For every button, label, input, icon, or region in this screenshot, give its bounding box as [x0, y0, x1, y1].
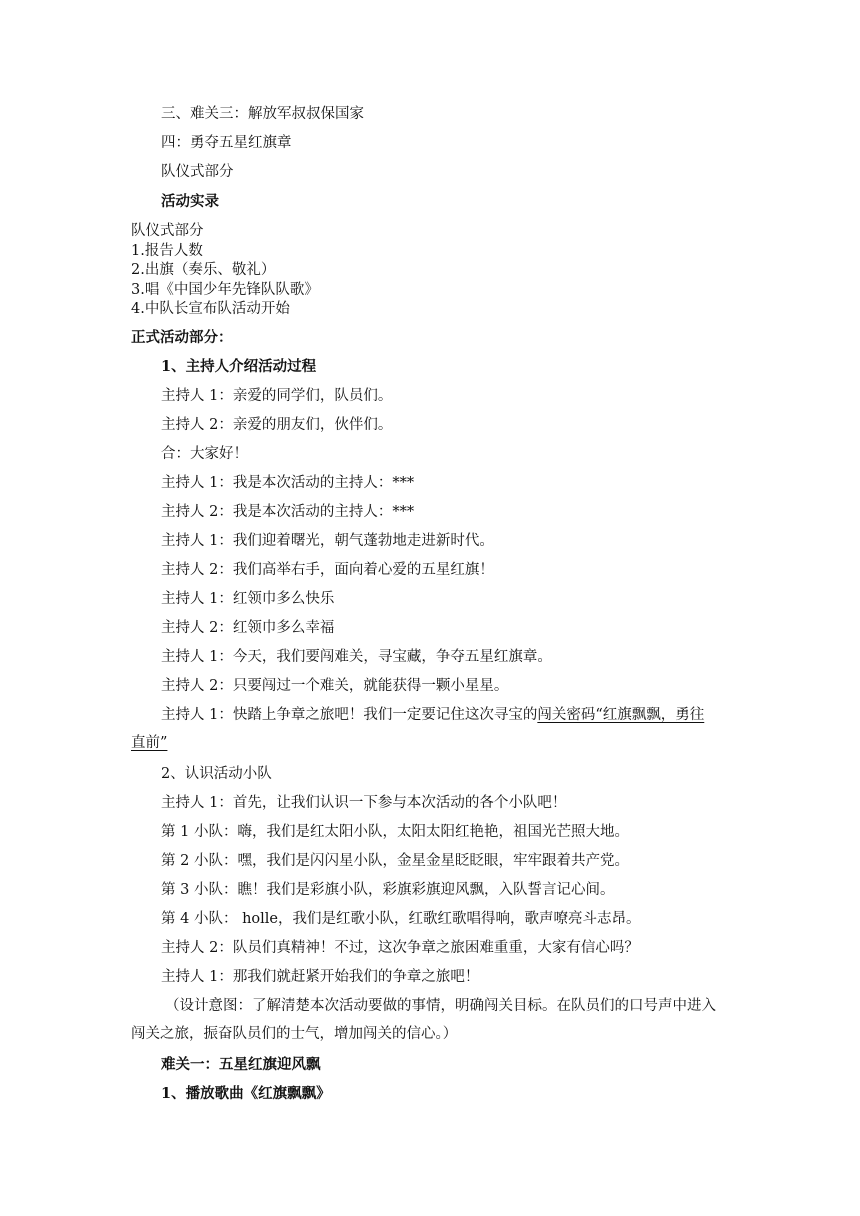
team-label: 第 4 小队：	[161, 911, 238, 927]
line-ceremony: 队仪式部分	[161, 164, 234, 180]
subsection-title-teams: 2、认识活动小队	[161, 766, 272, 782]
list-item: 1.报告人数	[131, 243, 203, 259]
subsection-title-song: 1、播放歌曲《红旗飘飘》	[161, 1085, 331, 1102]
dialogue-line: 主持人 2：亲爱的朋友们，伙伴们。	[161, 417, 393, 433]
dialogue-line: 主持人 1：红领巾多么快乐	[161, 591, 335, 607]
dialogue-line: 主持人 2：我们高举右手，面向着心爱的五星红旗！	[161, 562, 494, 578]
line-ceremony-list-title: 队仪式部分	[131, 223, 204, 239]
section-title-challenge1: 难关一：五星红旗迎风飘	[161, 1056, 321, 1073]
team-text: holle，我们是红歌小队，红歌红歌唱得响，歌声嘹亮斗志昂。	[242, 911, 641, 927]
dialogue-line: 主持人 1：我是本次活动的主持人：***	[161, 475, 415, 491]
team-line: 第 2 小队：嘿，我们是闪闪星小队，金星金星眨眨眼，牢牢跟着共产党。	[161, 853, 629, 869]
list-item: 3.唱《中国少年先锋队队歌》	[131, 282, 319, 298]
dialogue-line: 主持人 1：我们迎着曙光，朝气蓬勃地走进新时代。	[161, 533, 494, 549]
dialogue-line: 主持人 1：今天，我们要闯难关，寻宝藏，争夺五星红旗章。	[161, 649, 552, 665]
dialogue-line: 主持人 1：那我们就赶紧开始我们的争章之旅吧！	[161, 969, 480, 985]
design-intent-line-continued: 闯关之旅，振奋队员们的士气，增加闯关的信心。）	[131, 1026, 458, 1042]
dialogue-line: 主持人 2：红领巾多么幸福	[161, 620, 335, 636]
line-heading-stage4: 四：勇夺五星红旗章	[161, 135, 292, 151]
dialogue-line: 主持人 1：首先，让我们认识一下参与本次活动的各个小队吧！	[161, 795, 567, 811]
dialogue-line: 主持人 2：只要闯过一个难关，就能获得一颗小星星。	[161, 678, 509, 694]
dialogue-line: 主持人 2：队员们真精神！不过，这次争章之旅困难重重，大家有信心吗？	[161, 940, 639, 956]
team-line: 第 1 小队：嗨，我们是红太阳小队，太阳太阳红艳艳，祖国光芒照大地。	[161, 824, 629, 840]
list-item: 2.出旗（奏乐、敬礼）	[131, 262, 276, 278]
design-intent-line: （设计意图：了解清楚本次活动要做的事情，明确闯关目标。在队员们的口号声中进入	[165, 998, 716, 1014]
line-heading-stage3: 三、难关三：解放军叔叔保国家	[161, 106, 364, 122]
dialogue-line: 主持人 1：亲爱的同学们，队员们。	[161, 388, 393, 404]
underlined-password-continued: 直前”	[131, 735, 168, 751]
section-title-activity-record: 活动实录	[161, 193, 219, 210]
dialogue-line: 主持人 2：我是本次活动的主持人：***	[161, 504, 415, 520]
subsection-title-host-intro: 1、主持人介绍活动过程	[161, 358, 317, 375]
team-line: 第 3 小队：瞧！我们是彩旗小队，彩旗彩旗迎风飘，入队誓言记心间。	[161, 882, 615, 898]
team-line	[161, 909, 641, 929]
underlined-password: 闯关密码“红旗飘飘，勇往	[537, 707, 705, 723]
dialogue-line: 合：大家好！	[161, 446, 248, 462]
dialogue-line	[161, 705, 704, 725]
dialogue-text: 主持人 1：快踏上争章之旅吧！我们一定要记住这次寻宝的	[161, 707, 538, 723]
section-title-formal: 正式活动部分：	[131, 329, 233, 346]
list-item: 4.中队长宣布队活动开始	[131, 301, 290, 317]
